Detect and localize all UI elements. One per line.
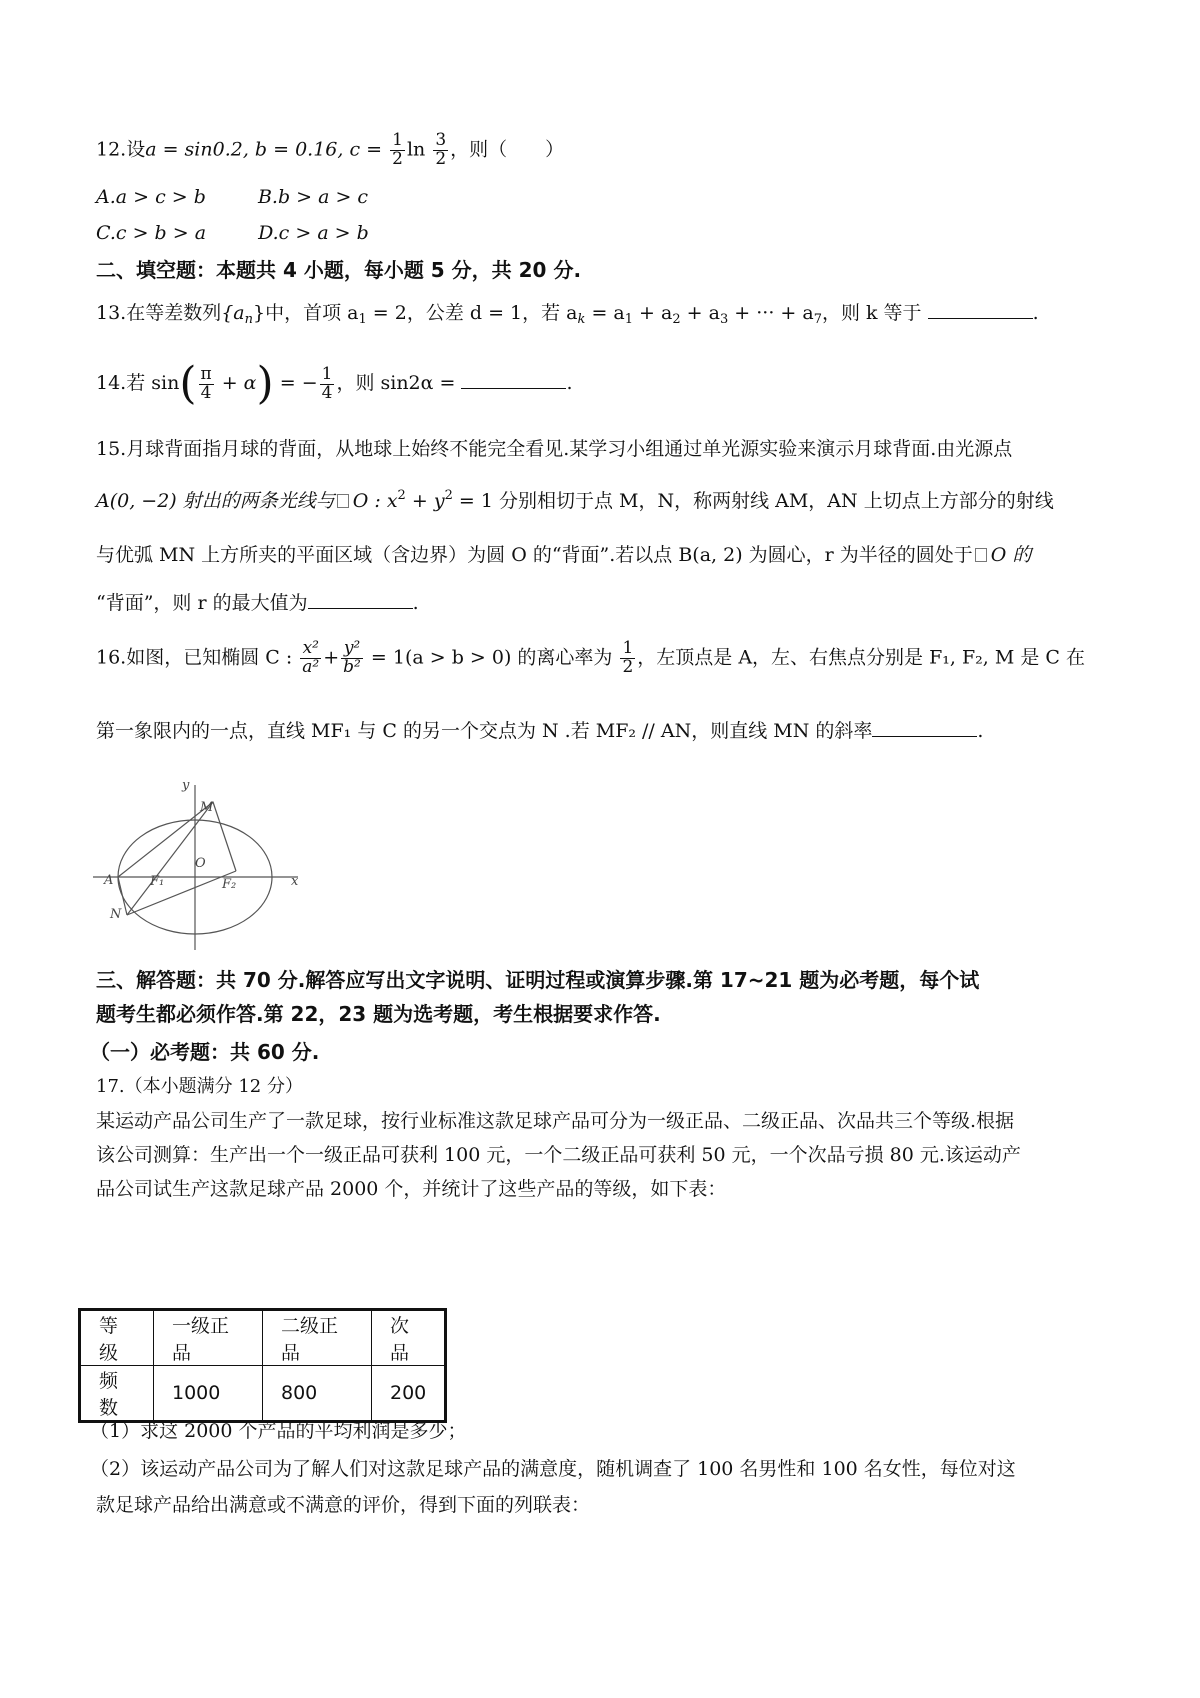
table-row [80,1366,446,1422]
q14-answer-blank [461,387,566,389]
q12-options-cd [96,222,369,246]
table-row [80,1310,446,1366]
table-cell: 频数 [80,1366,154,1422]
label-m: M [200,800,214,815]
q12-option-b: B.b > a > c [257,186,369,208]
q12-option-d: D.c > a > b [258,222,369,244]
q13-answer-blank [928,317,1033,319]
label-o: O [195,856,206,871]
line-mf2 [213,802,236,871]
q15-line-1: 15.月球背面指月球的背面，从地球上始终不能完全看见.某学习小组通过单光源实验来演示月球背面.由光源点 [96,438,1013,460]
label-n: N [110,907,122,922]
q16-frac-x2-a2: $\frac{\text{x²}}{\text{a²}}$ [302,638,320,677]
section-fill-blank-heading: 二、填空题：本题共 4 小题，每小题 5 分，共 20 分. [96,258,582,282]
q15-line-2: A(0, −2) 射出的两条光线与 O : $x^2 + y^2 = 1$ 分别相切于点 M，N，称两射线 AM，AN 上切点上方部分的射线 [96,488,1054,512]
label-a: A [104,873,114,888]
q16-frac-eccentricity: $\frac{1}{2}$ [622,638,634,677]
q17-line-1: 某运动产品公司生产了一款足球，按行业标准这款足球产品可分为一级正品、二级正品、次品共三个等级.根据 [96,1110,1015,1132]
table-cell: 等级 [80,1310,154,1366]
ellipse-figure [88,775,338,955]
q12-option-c: C.c > b > a [96,222,207,244]
q17-part-2-line-1: （2）该运动产品公司为了解人们对这款足球产品的满意度，随机调查了 100 名男性和 100 名女性，每位对这 [90,1458,1016,1480]
table-cell: 二级正品 [263,1310,372,1366]
q16-line-2: 第一象限内的一点，直线 MF₁ 与 C 的另一个交点为 N .若 MF₂ // AN，则直线 MN 的斜率 . [96,720,984,742]
missing-glyph-icon [337,494,349,508]
label-f1: F₁ [150,874,165,889]
q14-frac-pi-4: $\frac{\pi}{4}$ [200,363,212,403]
q15-answer-blank [308,607,413,609]
q13-stem: 13.在等差数列$\{a_n\}$中，首项 $a_1 = 2$，公差 d = 1，若 $a_k = a_1 + a_2 + a_3$ + ··· + $a_7$，则 k 等于 . [96,302,1039,327]
q17-part-1: （1）求这 2000 个产品的平均利润是多少； [90,1420,467,1442]
q12-options-ab [96,186,368,210]
q16-line-1: 16.如图，已知椭圆 C : $\frac{\text{x²}}{\text{a²}}$ + $\frac{\text{y²}}{\text{b²}}$ = 1(a > b > 0) 的离心率为 $\frac{1}{2}$ ，左顶点是 A，左、右焦点分别是 F₁, F₂, M 是 C 在 [96,638,1085,677]
q14-stem: 14.若 sin( $\frac{\pi}{4}$ + α) = − $\frac{1}{4}$ ，则 sin2α = . [96,358,573,409]
q15-line-3: 与优弧 MN 上方所夹的平面区域（含边界）为圆 O 的“背面”.若以点 B(a, 2) 为圆心，r 为半径的圆处于 O 的 [96,544,1032,566]
q15-line-4: “背面”，则 r 的最大值为 . [96,592,419,614]
q17-part-2-line-2: 款足球产品给出满意或不满意的评价，得到下面的列联表： [96,1494,591,1516]
q12-frac-three-halves: $\frac{3}{2}$ [435,130,447,169]
table-cell: 800 [263,1366,372,1422]
q16-answer-blank [872,735,977,737]
q17-line-3: 品公司试生产这款足球产品 2000 个，并统计了这些产品的等级，如下表： [96,1178,727,1200]
table-cell: 200 [372,1366,446,1422]
label-y: y [182,778,190,793]
missing-glyph-icon [975,548,987,562]
q17-line-2: 该公司测算：生产出一个一级正品可获利 100 元，一个二级正品可获利 50 元，一个次品亏损 80 元.该运动产 [96,1144,1021,1166]
q12-stem: 12.设a = sin0.2, b = 0.16, c = $\frac{1}{2}$ ln $\frac{3}{2}$ ，则（ ） [96,130,565,169]
section-answer-heading-line-1: 三、解答题：共 70 分.解答应写出文字说明、证明过程或演算步骤.第 17~21 题为必考题，每个试 [96,968,980,992]
section-required-heading: （一）必考题：共 60 分. [90,1040,320,1064]
q12-frac-half: $\frac{1}{2}$ [392,130,403,169]
table-cell: 次品 [372,1310,446,1366]
label-x: x [291,874,299,889]
section-answer-heading-line-2: 题考生都必须作答.第 22，23 题为选考题，考生根据要求作答. [96,1002,661,1026]
q12-option-a: A.a > c > b [96,186,206,208]
label-f2: F₂ [222,877,237,892]
table-cell: 一级正品 [154,1310,263,1366]
q17-title: 17.（本小题满分 12 分） [96,1076,303,1097]
q16-frac-y2-b2: $\frac{\text{y²}}{\text{b²}}$ [343,638,361,677]
q14-frac-quarter: $\frac{1}{4}$ [321,363,333,403]
q17-grade-table [78,1308,447,1423]
table-cell: 1000 [154,1366,263,1422]
